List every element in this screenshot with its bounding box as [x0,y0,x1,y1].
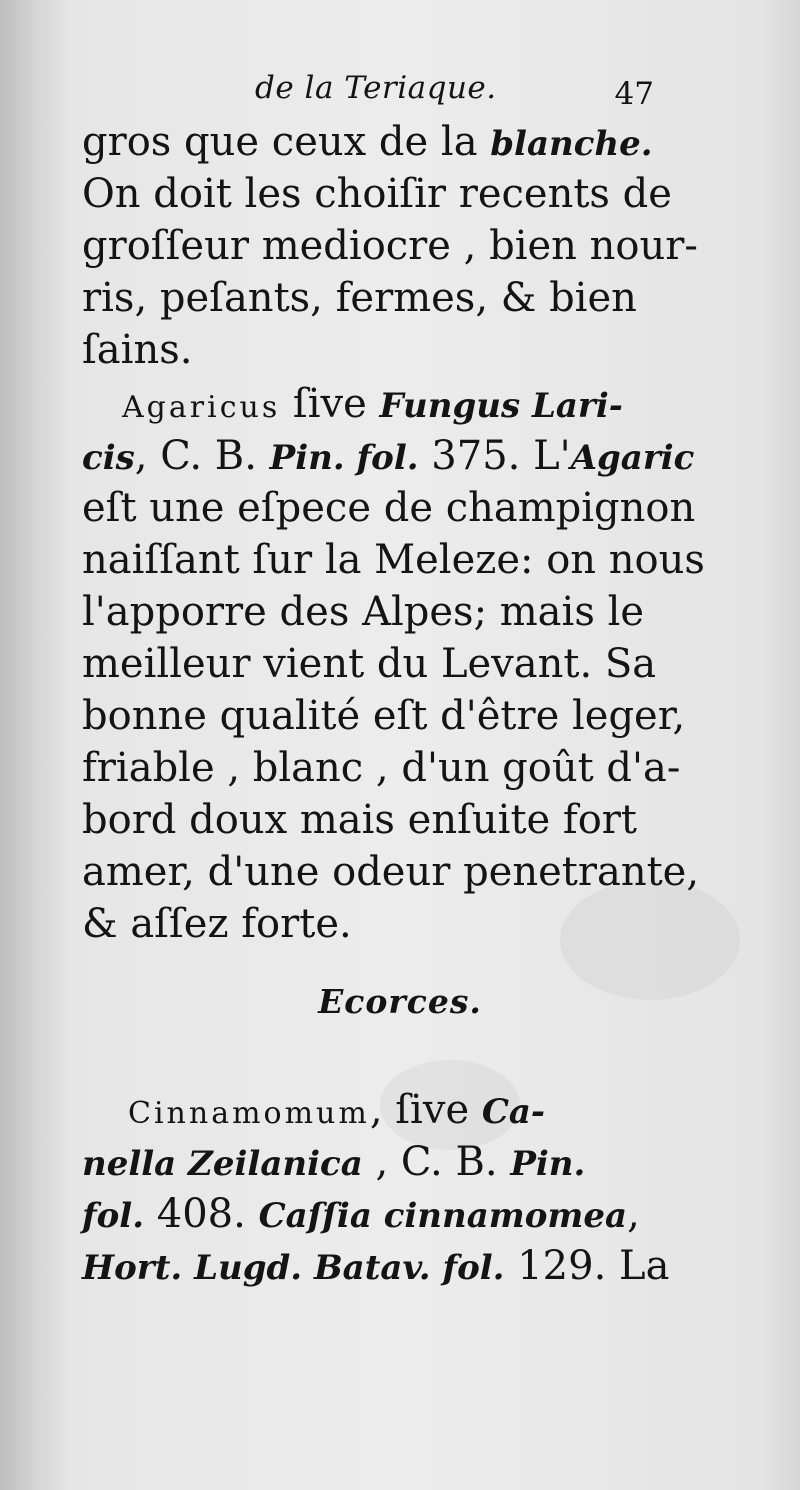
page-header [80,70,660,120]
text-line: friable , blanc , d'un goût d'a- [82,745,681,791]
text-line [82,430,695,484]
italic-span: Caſſia cinnamomea [258,1196,628,1236]
text-span: 408. [144,1191,259,1237]
text-line [128,1084,708,1140]
text-line [82,116,662,170]
italic-span: Ca- [481,1092,546,1132]
text-line: meilleur vient du Levant. Sa [82,641,657,687]
text-line: ſains. [82,327,193,373]
page-gutter [0,0,70,1490]
text-line [82,1240,670,1294]
running-title: de la Teriaque. [255,70,497,106]
text-span: , [627,1191,640,1237]
text-line: groſſeur mediocre , bien nour- [82,223,698,269]
text-span: gros que ceux de la [82,119,491,165]
text-line: naiſſant ſur la Meleze: on nous [82,537,705,583]
text-line [122,378,702,434]
text-line: eſt une eſpece de champignon [82,485,696,531]
text-line: bonne qualité eſt d'être leger, [82,693,686,739]
text-span: ſive [280,381,380,427]
text-span: 129. [504,1243,607,1289]
small-caps-span: Cinnamomum [128,1096,370,1131]
italic-span: Hort. Lugd. Batav. fol. [82,1248,505,1288]
text-line: On doit les choiſir recents de [82,171,672,217]
italic-span: Pin. fol. [269,438,419,478]
text-line: l'apporre des Alpes; mais le [82,589,645,635]
text-span: La [606,1243,670,1289]
italic-span: nella Zeilanica [82,1144,363,1184]
italic-span: blanche. [490,124,653,164]
text-span: 375. L' [418,433,571,479]
text-line: ris, peſants, fermes, & bien [82,275,637,321]
text-line [82,1188,662,1242]
text-line: bord doux mais enſuite fort [82,797,637,843]
page-number: 47 [614,76,654,112]
text-line: amer, d'une odeur penetrante, [82,849,700,895]
text-line [82,1136,662,1190]
text-span: , C. B. [134,433,270,479]
italic-span: fol. [82,1196,145,1236]
text-line: & aſſez forte. [82,901,352,947]
italic-span: Pin. [510,1144,586,1184]
italic-span: Fungus Lari- [379,386,623,426]
text-span: , C. B. [362,1139,511,1185]
small-caps-span: Agaricus [122,390,281,425]
section-heading: Ecorces. [318,982,482,1021]
italic-span: Agaric [570,438,695,478]
text-span: , ſive [369,1087,482,1133]
italic-span: cis [82,438,135,478]
